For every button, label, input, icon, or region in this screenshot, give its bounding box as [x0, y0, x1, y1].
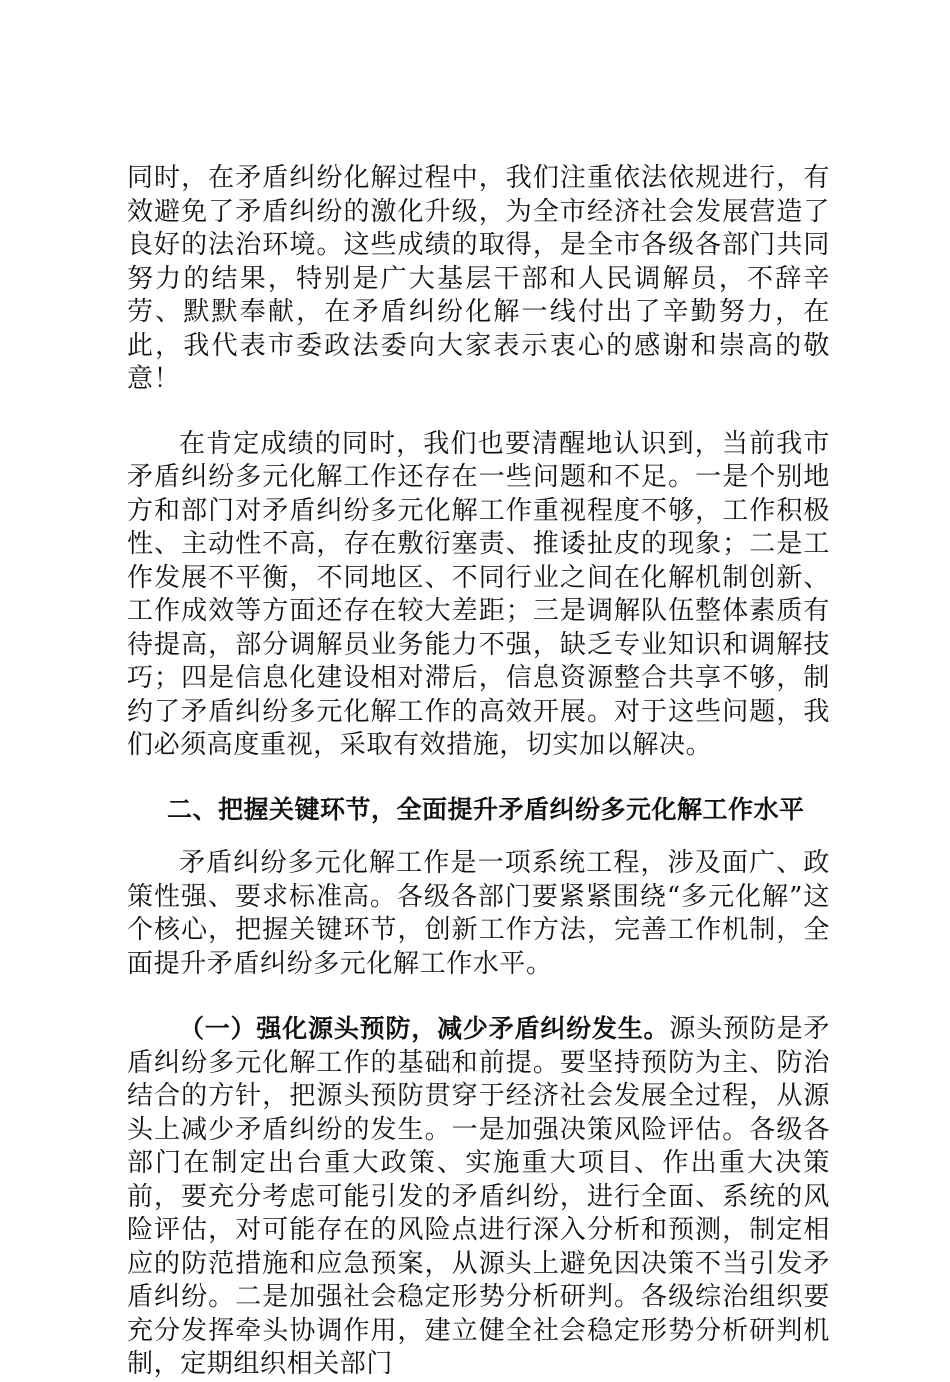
document-body [127, 162, 830, 1382]
paragraph-source-prevention [127, 1012, 830, 1382]
paragraph-lead-heading: （一）强化源头预防，减少矛盾纠纷发生。 [179, 1014, 670, 1043]
paragraph-section-intro: 矛盾纠纷多元化解工作是一项系统工程，涉及面广、政策性强、要求标准高。各级各部门要紧紧围绕“多元化解”这个核心，把握关键环节，创新工作方法，完善工作机制，全面提升矛盾纠纷多元化解工作水平。 [127, 848, 830, 979]
section-heading: 二、把握关键环节，全面提升矛盾纠纷多元化解工作水平 [167, 794, 805, 824]
paragraph-problems: 在肯定成绩的同时，我们也要清醒地认识到，当前我市矛盾纠纷多元化解工作还存在一些问题和不足。一是个别地方和部门对矛盾纠纷多元化解工作重视程度不够，工作积极性、主动性不高，存在敷衍塞责、推诿扯皮的现象；二是工作发展不平衡，不同地区、不同行业之间在化解机制创新、工作成效等方面还存在较大差距；三是调解队伍整体素质有待提高，部分调解员业务能力不强，缺乏专业知识和调解技巧；四是信息化建设相对滞后，信息资源整合共享不够，制约了矛盾纠纷多元化解工作的高效开展。对于这些问题，我们必须高度重视，采取有效措施，切实加以解决。 [127, 428, 830, 760]
paragraph-continuation: 同时，在矛盾纠纷化解过程中，我们注重依法依规进行，有效避免了矛盾纠纷的激化升级，为全市经济社会发展营造了良好的法治环境。这些成绩的取得，是全市各级各部门共同努力的结果，特别是广大基层干部和人民调解员，不辞辛劳、默默奉献，在矛盾纠纷化解一线付出了辛勤努力，在此，我代表市委政法委向大家表示衷心的感谢和崇高的敬意！ [127, 163, 830, 394]
paragraph-body-text: 源头预防是矛盾纠纷多元化解工作的基础和前提。要坚持预防为主、防治结合的方针，把源头预防贯穿于经济社会发展全过程，从源头上减少矛盾纠纷的发生。一是加强决策风险评估。各级各部门在制定出台重大政策、实施重大项目、作出重大决策前，要充分考虑可能引发的矛盾纠纷，进行全面、系统的风险评估，对可能存在的风险点进行深入分析和预测，制定相应的防范措施和应急预案，从源头上避免因决策不当引发矛盾纠纷。二是加强社会稳定形势分析研判。各级综治组织要充分发挥牵头协调作用，建立健全社会稳定形势分析研判机制，定期组织相关部门 [127, 1014, 830, 1379]
